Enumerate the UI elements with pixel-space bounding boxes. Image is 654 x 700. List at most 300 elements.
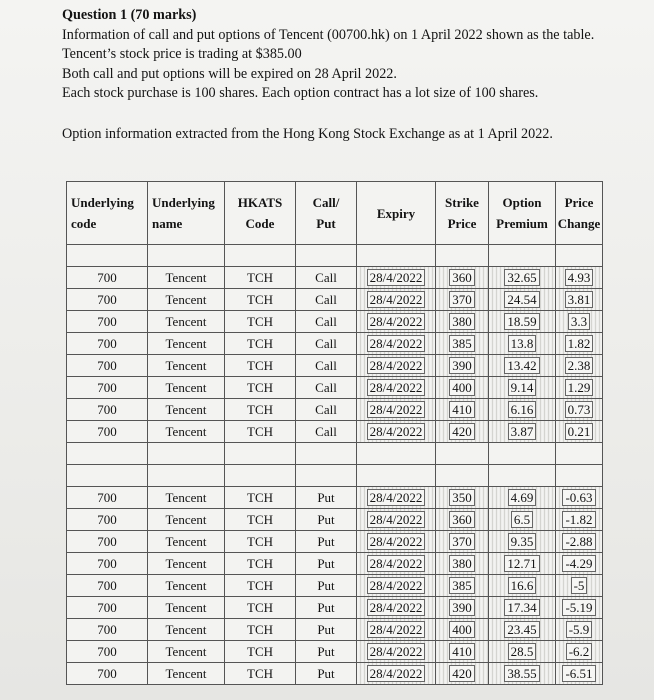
cell-underlying-code [67,575,148,597]
cell-underlying-code-text: 700 [97,357,117,373]
cell-expiry [357,641,436,663]
header-line: Premium [496,216,548,231]
cell-strike-price [436,597,489,619]
cell-strike-price [436,619,489,641]
cell-price-change [556,267,603,289]
cell-option-premium-text: 9.14 [508,379,537,396]
cell-hkats-code-text: TCH [247,643,273,659]
cell-underlying-name-text: Tencent [165,357,207,373]
cell-price-change-text: 1.29 [565,379,594,396]
cell-option-premium [489,333,556,355]
spacer-cell [148,443,225,465]
cell-underlying-code [67,487,148,509]
cell-underlying-name [148,355,225,377]
spacer-cell [67,443,148,465]
table-row [67,377,603,399]
cell-call-put [296,531,357,553]
cell-price-change [556,531,603,553]
cell-call-put [296,597,357,619]
cell-expiry-text: 28/4/2022 [367,599,426,616]
cell-call-put [296,421,357,443]
cell-call-put-text: Call [315,291,337,307]
table-header-row [67,182,603,245]
table-row [67,619,603,641]
table-row [67,531,603,553]
cell-price-change [556,641,603,663]
cell-call-put [296,355,357,377]
cell-strike-price-text: 360 [449,269,475,286]
cell-underlying-name-text: Tencent [165,511,207,527]
cell-expiry [357,663,436,685]
table-row [67,355,603,377]
cell-option-premium [489,421,556,443]
header-line: code [71,216,97,231]
header-expiry [357,182,436,245]
cell-hkats-code [225,575,296,597]
cell-underlying-code [67,311,148,333]
cell-hkats-code-text: TCH [247,357,273,373]
cell-underlying-name [148,553,225,575]
header-line: Price [564,195,594,210]
gap-cell [225,245,296,267]
cell-underlying-name-text: Tencent [165,621,207,637]
cell-hkats-code [225,311,296,333]
cell-strike-price [436,399,489,421]
header-line: Price [447,216,477,231]
cell-underlying-name [148,421,225,443]
gap-cell [148,245,225,267]
cell-call-put-text: Call [315,357,337,373]
cell-expiry [357,421,436,443]
cell-call-put [296,333,357,355]
table-row [67,399,603,421]
spacer-cell [296,443,357,465]
cell-option-premium [489,399,556,421]
cell-option-premium [489,663,556,685]
cell-underlying-code-text: 700 [97,577,117,593]
cell-option-premium [489,597,556,619]
cell-option-premium-text: 6.5 [511,511,533,528]
question-line: Both call and put options will be expired on 28 April 2022. [62,65,397,82]
cell-option-premium-text: 13.8 [508,335,537,352]
cell-underlying-code-text: 700 [97,401,117,417]
cell-price-change-text: 2.38 [565,357,594,374]
cell-option-premium-text: 23.45 [504,621,539,638]
cell-price-change [556,619,603,641]
cell-hkats-code [225,597,296,619]
cell-expiry [357,619,436,641]
cell-option-premium-text: 12.71 [504,555,539,572]
cell-underlying-name-text: Tencent [165,533,207,549]
cell-call-put-text: Call [315,313,337,329]
header-line: HKATS [237,195,283,210]
cell-underlying-code [67,553,148,575]
cell-option-premium-text: 6.16 [508,401,537,418]
gap-cell [436,465,489,487]
cell-strike-price-text: 400 [449,621,475,638]
table-row [67,267,603,289]
cell-hkats-code-text: TCH [247,511,273,527]
cell-underlying-name [148,289,225,311]
cell-price-change-text: -1.82 [562,511,595,528]
table-row [67,289,603,311]
cell-underlying-code [67,509,148,531]
cell-strike-price-text: 385 [449,335,475,352]
table-row [67,421,603,443]
cell-option-premium-text: 32.65 [504,269,539,286]
cell-strike-price-text: 390 [449,599,475,616]
cell-hkats-code [225,289,296,311]
header-underlying-name [148,182,225,245]
table-row [67,597,603,619]
cell-underlying-name-text: Tencent [165,313,207,329]
cell-hkats-code-text: TCH [247,401,273,417]
cell-price-change [556,575,603,597]
gap-cell [296,465,357,487]
cell-underlying-code [67,597,148,619]
cell-underlying-code [67,333,148,355]
cell-underlying-code-text: 700 [97,335,117,351]
cell-expiry-text: 28/4/2022 [367,577,426,594]
cell-expiry-text: 28/4/2022 [367,335,426,352]
cell-price-change [556,487,603,509]
cell-price-change [556,663,603,685]
cell-underlying-code-text: 700 [97,555,117,571]
cell-price-change [556,597,603,619]
cell-underlying-code-text: 700 [97,423,117,439]
cell-expiry [357,553,436,575]
cell-strike-price-text: 380 [449,555,475,572]
cell-strike-price [436,333,489,355]
cell-option-premium-text: 16.6 [508,577,537,594]
table-row [67,575,603,597]
cell-price-change [556,421,603,443]
cell-hkats-code [225,509,296,531]
cell-hkats-code-text: TCH [247,291,273,307]
cell-underlying-code-text: 700 [97,269,117,285]
header-line: Underlying [71,195,134,210]
put-options-body [67,465,603,685]
cell-option-premium [489,553,556,575]
cell-underlying-name [148,487,225,509]
cell-strike-price [436,311,489,333]
cell-option-premium-text: 28.5 [508,643,537,660]
cell-hkats-code-text: TCH [247,269,273,285]
cell-expiry [357,355,436,377]
cell-underlying-name-text: Tencent [165,291,207,307]
table-row [67,509,603,531]
cell-underlying-name-text: Tencent [165,401,207,417]
cell-expiry-text: 28/4/2022 [367,555,426,572]
cell-underlying-name [148,267,225,289]
spacer-cell [225,443,296,465]
cell-hkats-code-text: TCH [247,423,273,439]
cell-call-put-text: Put [317,665,335,681]
cell-strike-price-text: 385 [449,577,475,594]
cell-strike-price-text: 370 [449,533,475,550]
cell-expiry-text: 28/4/2022 [367,511,426,528]
cell-price-change [556,509,603,531]
cell-underlying-name-text: Tencent [165,269,207,285]
cell-expiry-text: 28/4/2022 [367,313,426,330]
cell-hkats-code-text: TCH [247,313,273,329]
cell-hkats-code [225,663,296,685]
cell-price-change [556,399,603,421]
cell-underlying-code-text: 700 [97,533,117,549]
gap-cell [67,245,148,267]
cell-underlying-name-text: Tencent [165,335,207,351]
cell-underlying-name [148,531,225,553]
cell-expiry-text: 28/4/2022 [367,291,426,308]
cell-option-premium [489,487,556,509]
cell-call-put [296,311,357,333]
cell-price-change [556,355,603,377]
cell-underlying-code-text: 700 [97,599,117,615]
cell-expiry [357,333,436,355]
cell-expiry [357,399,436,421]
cell-underlying-code [67,377,148,399]
cell-call-put-text: Put [317,489,335,505]
cell-strike-price [436,355,489,377]
cell-strike-price [436,289,489,311]
cell-strike-price-text: 360 [449,511,475,528]
cell-underlying-name-text: Tencent [165,665,207,681]
cell-hkats-code [225,377,296,399]
cell-underlying-code [67,289,148,311]
cell-underlying-name [148,597,225,619]
cell-underlying-code-text: 700 [97,643,117,659]
cell-call-put [296,509,357,531]
cell-option-premium-text: 18.59 [504,313,539,330]
cell-strike-price [436,641,489,663]
cell-call-put-text: Call [315,269,337,285]
cell-price-change-text: -5 [571,577,588,594]
cell-hkats-code-text: TCH [247,335,273,351]
cell-hkats-code-text: TCH [247,665,273,681]
question-text [62,6,642,145]
table-caption: Option information extracted from the Hong Kong Stock Exchange as at 1 April 2022. [62,125,553,142]
header-hkats-code [225,182,296,245]
cell-expiry-text: 28/4/2022 [367,379,426,396]
cell-expiry [357,311,436,333]
table-row [67,487,603,509]
header-line: Strike [445,195,479,210]
cell-expiry-text: 28/4/2022 [367,357,426,374]
cell-underlying-code [67,421,148,443]
cell-price-change-text: -5.19 [562,599,595,616]
header-option-premium [489,182,556,245]
cell-underlying-code-text: 700 [97,379,117,395]
cell-strike-price-text: 390 [449,357,475,374]
cell-strike-price-text: 400 [449,379,475,396]
cell-price-change-text: 3.81 [565,291,594,308]
cell-call-put [296,619,357,641]
table-row [67,641,603,663]
cell-call-put-text: Put [317,511,335,527]
cell-price-change [556,289,603,311]
gap-cell [148,465,225,487]
cell-option-premium-text: 9.35 [508,533,537,550]
cell-price-change-text: -4.29 [562,555,595,572]
cell-underlying-name-text: Tencent [165,555,207,571]
cell-strike-price-text: 370 [449,291,475,308]
cell-underlying-code-text: 700 [97,291,117,307]
cell-strike-price [436,267,489,289]
cell-price-change [556,333,603,355]
header-line: Change [557,216,601,231]
cell-underlying-name-text: Tencent [165,379,207,395]
cell-price-change-text: -2.88 [562,533,595,550]
cell-underlying-code [67,663,148,685]
cell-price-change-text: 4.93 [565,269,594,286]
cell-price-change [556,377,603,399]
cell-option-premium [489,311,556,333]
cell-hkats-code [225,333,296,355]
cell-option-premium-text: 13.42 [504,357,539,374]
cell-strike-price [436,377,489,399]
spacer-cell [489,443,556,465]
cell-underlying-code [67,641,148,663]
gap-cell [556,465,603,487]
cell-underlying-code-text: 700 [97,313,117,329]
cell-price-change-text: 0.73 [565,401,594,418]
cell-expiry-text: 28/4/2022 [367,423,426,440]
cell-underlying-code-text: 700 [97,489,117,505]
cell-option-premium [489,575,556,597]
header-line: Expiry [376,205,416,221]
cell-price-change [556,553,603,575]
cell-call-put [296,575,357,597]
cell-hkats-code [225,553,296,575]
cell-option-premium [489,289,556,311]
cell-underlying-name [148,575,225,597]
cell-hkats-code-text: TCH [247,621,273,637]
gap-cell [556,245,603,267]
cell-option-premium [489,531,556,553]
cell-expiry-text: 28/4/2022 [367,533,426,550]
cell-option-premium-text: 3.87 [508,423,537,440]
cell-expiry-text: 28/4/2022 [367,643,426,660]
cell-expiry [357,487,436,509]
table-row [67,553,603,575]
table-row [67,333,603,355]
cell-hkats-code [225,399,296,421]
cell-hkats-code [225,619,296,641]
header-call-put [296,182,357,245]
cell-call-put [296,267,357,289]
cell-expiry [357,267,436,289]
cell-option-premium [489,641,556,663]
cell-call-put [296,399,357,421]
cell-price-change [556,311,603,333]
cell-call-put-text: Call [315,401,337,417]
cell-expiry [357,575,436,597]
header-line: Underlying [152,195,215,210]
cell-underlying-code-text: 700 [97,511,117,527]
cell-option-premium [489,377,556,399]
cell-hkats-code [225,421,296,443]
cell-call-put-text: Put [317,643,335,659]
gap-cell [357,245,436,267]
header-line: Option [502,195,542,210]
header-line: Call/ [312,195,340,210]
cell-option-premium-text: 17.34 [504,599,539,616]
question-line: Information of call and put options of Tencent (00700.hk) on 1 April 2022 shown as the table. [62,26,595,43]
cell-option-premium-text: 24.54 [504,291,539,308]
cell-strike-price-text: 420 [449,665,475,682]
cell-strike-price [436,553,489,575]
cell-expiry [357,531,436,553]
cell-underlying-name-text: Tencent [165,643,207,659]
cell-call-put-text: Put [317,599,335,615]
cell-underlying-code [67,531,148,553]
cell-hkats-code-text: TCH [247,555,273,571]
cell-underlying-name-text: Tencent [165,489,207,505]
question-line: Each stock purchase is 100 shares. Each option contract has a lot size of 100 shares. [62,85,539,102]
table-spacer [67,443,603,465]
cell-option-premium [489,355,556,377]
cell-underlying-name [148,509,225,531]
gap-cell [67,465,148,487]
cell-hkats-code [225,641,296,663]
cell-call-put [296,663,357,685]
cell-strike-price-text: 410 [449,643,475,660]
cell-call-put-text: Put [317,555,335,571]
cell-underlying-name-text: Tencent [165,599,207,615]
cell-hkats-code [225,355,296,377]
question-line: Tencent’s stock price is trading at $385.00 [62,46,302,63]
cell-price-change-text: -6.51 [562,665,595,682]
cell-strike-price [436,663,489,685]
cell-call-put-text: Call [315,379,337,395]
gap-cell [225,465,296,487]
cell-underlying-code [67,399,148,421]
cell-expiry-text: 28/4/2022 [367,489,426,506]
cell-option-premium-text: 4.69 [508,489,537,506]
cell-hkats-code-text: TCH [247,533,273,549]
cell-underlying-name-text: Tencent [165,423,207,439]
cell-strike-price [436,531,489,553]
cell-hkats-code [225,487,296,509]
cell-underlying-name [148,641,225,663]
gap-cell [296,245,357,267]
gap-cell [357,465,436,487]
cell-call-put [296,487,357,509]
table-row [67,663,603,685]
cell-expiry-text: 28/4/2022 [367,665,426,682]
cell-strike-price [436,575,489,597]
header-price-change [556,182,603,245]
cell-price-change-text: 0.21 [565,423,594,440]
cell-underlying-name [148,399,225,421]
cell-call-put [296,641,357,663]
cell-call-put [296,553,357,575]
gap-row [67,465,603,487]
cell-strike-price [436,509,489,531]
header-line: name [152,216,183,231]
cell-price-change-text: -6.2 [566,643,593,660]
cell-expiry [357,597,436,619]
cell-price-change-text: 1.82 [565,335,594,352]
cell-underlying-code [67,619,148,641]
cell-expiry [357,509,436,531]
cell-strike-price-text: 420 [449,423,475,440]
cell-underlying-name [148,663,225,685]
options-table [66,181,603,685]
cell-price-change-text: 3.3 [568,313,590,330]
cell-call-put-text: Put [317,533,335,549]
cell-hkats-code-text: TCH [247,379,273,395]
